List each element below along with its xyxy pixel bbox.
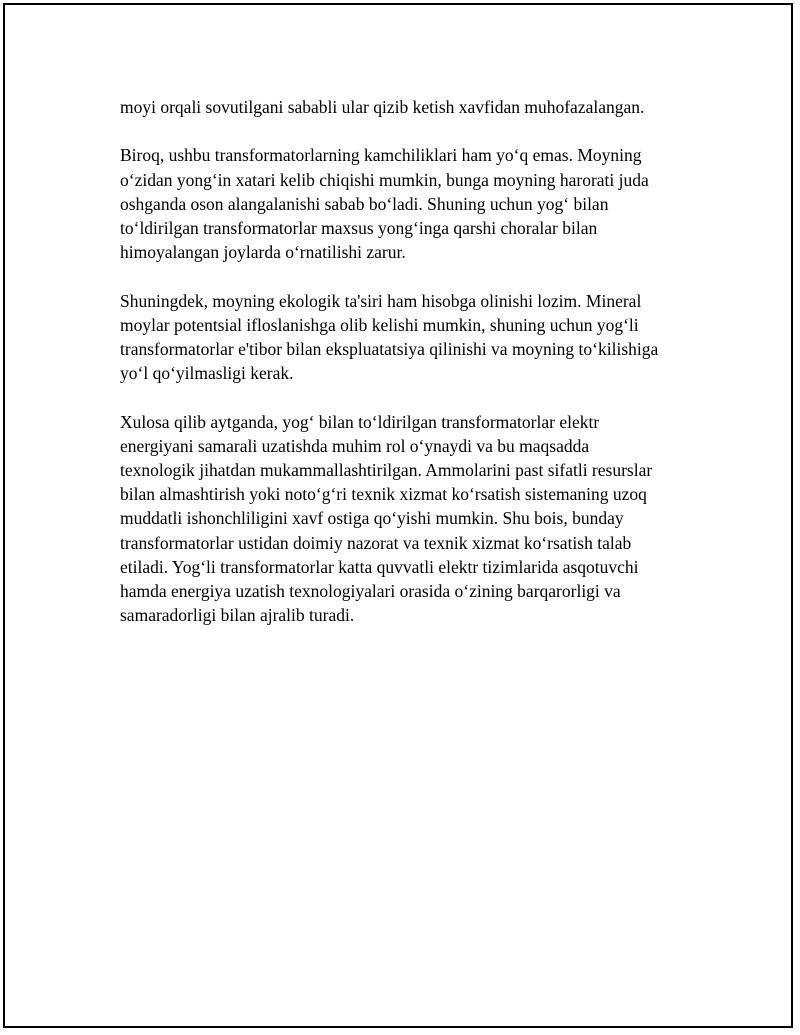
text-line: moylar potentsial ifloslanishga olib kelishi mumkin, shuning uchun yog‘li bbox=[120, 314, 639, 335]
text-line: Shuningdek, moyning ekologik ta'siri ham hisobga olinishi lozim. Mineral bbox=[120, 290, 642, 311]
paragraph-2 bbox=[120, 143, 710, 264]
text-line: himoyalangan joylarda o‘rnatilishi zarur. bbox=[120, 242, 406, 263]
paragraph-3 bbox=[120, 289, 710, 386]
paragraph-1 bbox=[120, 95, 710, 119]
document-page bbox=[3, 3, 793, 1028]
text-line: transformatorlar ustidan doimiy nazorat va texnik xizmat ko‘rsatish talab bbox=[120, 532, 632, 553]
text-line: to‘ldirilgan transformatorlar maxsus yong‘inga qarshi choralar bilan bbox=[120, 218, 598, 238]
text-line: samaradorligi bilan ajralib turadi. bbox=[120, 605, 355, 626]
text-line: Biroq, ushbu transformatorlarning kamchiliklari ham yo‘q emas. Moyning bbox=[120, 145, 642, 166]
text-line: Xulosa qilib aytganda, yog‘ bilan to‘ldirilgan transformatorlar elektr bbox=[120, 411, 600, 432]
text-line: etiladi. Yog‘li transformatorlar katta quvvatli elektr tizimlarida asqotuvchi bbox=[120, 556, 639, 577]
text-line: muddatli ishonchliligini xavf ostiga qo‘yishi mumkin. Shu bois, bunday bbox=[120, 508, 624, 529]
text-line: texnologik jihatdan mukammallashtirilgan. Ammolarini past sifatli resurslar bbox=[120, 460, 653, 480]
document-body bbox=[120, 95, 710, 652]
paragraph-4 bbox=[120, 410, 710, 628]
text-line: o‘zidan yong‘in xatari kelib chiqishi mumkin, bunga moyning harorati juda bbox=[120, 169, 649, 190]
text-line: yo‘l qo‘yilmasligi kerak. bbox=[120, 363, 294, 384]
text-line: oshganda oson alangalanishi sabab bo‘ladi. Shuning uchun yog‘ bilan bbox=[120, 193, 609, 214]
text-line: energiyani samarali uzatishda muhim rol o‘ynaydi va bu maqsadda bbox=[120, 435, 590, 456]
text-line: transformatorlar e'tibor bilan ekspluatatsiya qilinishi va moyning to‘kilishiga bbox=[120, 339, 659, 359]
text-line: bilan almashtirish yoki noto‘g‘ri texnik xizmat ko‘rsatish sistemaning uzoq bbox=[120, 484, 647, 505]
text-line: moyi orqali sovutilgani sababli ular qizib ketish xavfidan muhofazalangan. bbox=[120, 97, 645, 117]
text-line: hamda energiya uzatish texnologiyalari orasida o‘zining barqarorligi va bbox=[120, 581, 621, 602]
